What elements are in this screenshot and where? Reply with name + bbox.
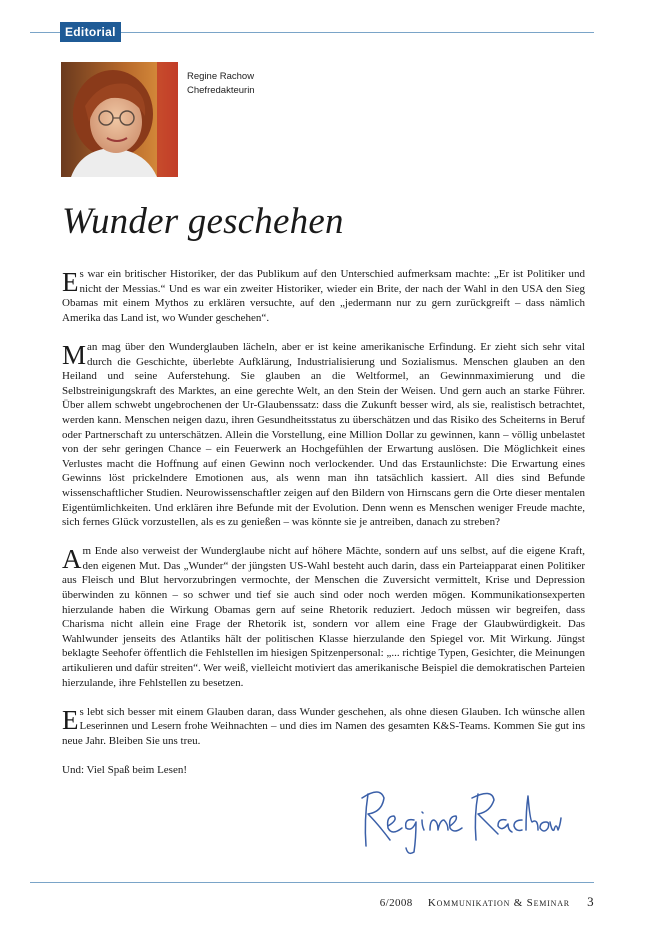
drop-cap: E bbox=[62, 704, 79, 735]
handwritten-signature bbox=[352, 780, 562, 858]
paragraph-3 bbox=[62, 544, 585, 690]
magazine-title: Kommunikation & Seminar bbox=[427, 897, 570, 909]
closing-line: Und: Viel Spaß beim Lesen! bbox=[62, 764, 188, 777]
paragraph-text: s war ein britischer Historiker, der das Publikum auf den Unterschied aufmerksam machte: „Er ist Politiker und nicht der Messias.“ Und es war ein zweiter Historiker, wieder ein Brite, der nach der Wahl in den USA den Sieg Obamas mit einem Mythos zu erklären versuchte, auf den „jedermann nur zu gern zurückgreift – dass nämlich Amerika das Land ist, wo Wunder geschehen“. bbox=[62, 268, 585, 324]
paragraph-text: an mag über den Wunderglauben lächeln, aber er ist keine amerikanische Erfindung. Er zieht sich sehr vital durch die Geschichte, überlebte Aufklärung, Industrialisierung und Sozialismus. Menschen glauben an den Heiland und seine Auferstehung. Sie glauben an die Weltformel, an Gewinnmaximierung und die Selbstreinigungskraft des Marktes, an eine gerechte Welt, an den Stein der Weisen. Und gern auch an starke Führer. Über allem schwebt ungebrochenen der Ur-Glaubenssatz: dass die Zukunft besser wird, als sie, realistisch betrachtet, werden kann. Menschen neigen dazu, ihren Gesundheitsstatus zu überschätzen und das Risiko des Scheiterns in Beruf oder Partnerschaft zu unterschätzen. Allein die Vorstellung, eine Million Dollar zu gewinnen, kann – völlig unbelastet von der sehr geringen Chance – ein Feuerwerk an Hochgefühlen der Erwartung auslösen. Die Möglichkeit eines Verlustes macht die Hoffnung auf einen Gewinn noch verlockender. Und das Erstaunlichste: Die Erwartung eines Gewinns löst prickelndere Emotionen aus, als wenn man ihn tatsächlich kassiert. All dies sind Befunde wissenschaftlicher Studien. Neurowissenschaftler zeigen auf den Bildern von Hirnscans gern die Orte dieser mentalen Eigentümlichkeiten. Und erklären ihre Befunde mit der Evolution. Denn wenn es Menschen weniger Freude machte, sich fernes Glück vorzustellen, als es zu genießen – was könnte sie je antreiben, danach zu streben? bbox=[62, 340, 585, 529]
author-info bbox=[187, 70, 255, 98]
paragraph-4 bbox=[62, 705, 585, 749]
page-footer bbox=[380, 894, 594, 910]
drop-cap: M bbox=[62, 339, 87, 370]
page-number: 3 bbox=[587, 894, 594, 909]
drop-cap: A bbox=[62, 544, 82, 575]
issue-number: 6/2008 bbox=[379, 897, 413, 909]
paragraph-text: m Ende also verweist der Wunderglaube nicht auf höhere Mächte, sondern auf uns selbst, auf die eigene Kraft, den eigenen Mut. Das „Wunder“ der jüngsten US-Wahl besteht auch darin, dass ein Parteiapparat einen Politiker aus Fleisch und Blut hervorzubringen vermochte, der Menschen die Zuversicht vermittelt, Krise und Depression überwinden zu können – so schwer und tief sie auch sind oder noch werden mögen. Kommunikationsexperten hierzulande haben die Wirkung Obamas gern auf seine Rhetorik reduziert. Jedoch müssen wir begreifen, dass Charisma nicht allein eine Frage der Rhetorik ist, sondern vor allem eine Frage der Glaubwürdigkeit. Das Wahlwunder jenseits des Atlantiks hält der politischen Klasse hierzulande den Spiegel vor. Mit Wirkung. Jüngst beklagte Seehofer öffentlich die Fehlstellen im hiesigen Spitzenpersonal: „... richtige Typen, Gesichter, die Meinungen artikulieren und dafür streiten“. Wer weiß, vielleicht motiviert das amerikanische Beispiel die demokratischen Parteien hierzulande, ihre Fehlstellen zu besetzen. bbox=[62, 545, 585, 689]
headline: Wunder geschehen bbox=[62, 201, 344, 242]
author-name: Regine Rachow bbox=[187, 71, 255, 82]
section-label: Editorial bbox=[60, 22, 121, 42]
paragraph-2 bbox=[62, 340, 585, 530]
author-role: Chefredakteurin bbox=[187, 85, 255, 96]
paragraph-text: s lebt sich besser mit einem Glauben daran, dass Wunder geschehen, als ohne diesen Glauben. Ich wünsche allen Leserinnen und Lesern frohe Weihnachten – und dies im Namen des gesamten K&S-Teams. Kommen Sie gut ins neue Jahr. Bleiben Sie uns treu. bbox=[62, 705, 585, 747]
paragraph-1 bbox=[62, 267, 585, 325]
author-photo bbox=[61, 62, 178, 177]
article-body bbox=[62, 267, 585, 792]
footer-rule bbox=[30, 882, 594, 883]
drop-cap: E bbox=[62, 267, 79, 297]
